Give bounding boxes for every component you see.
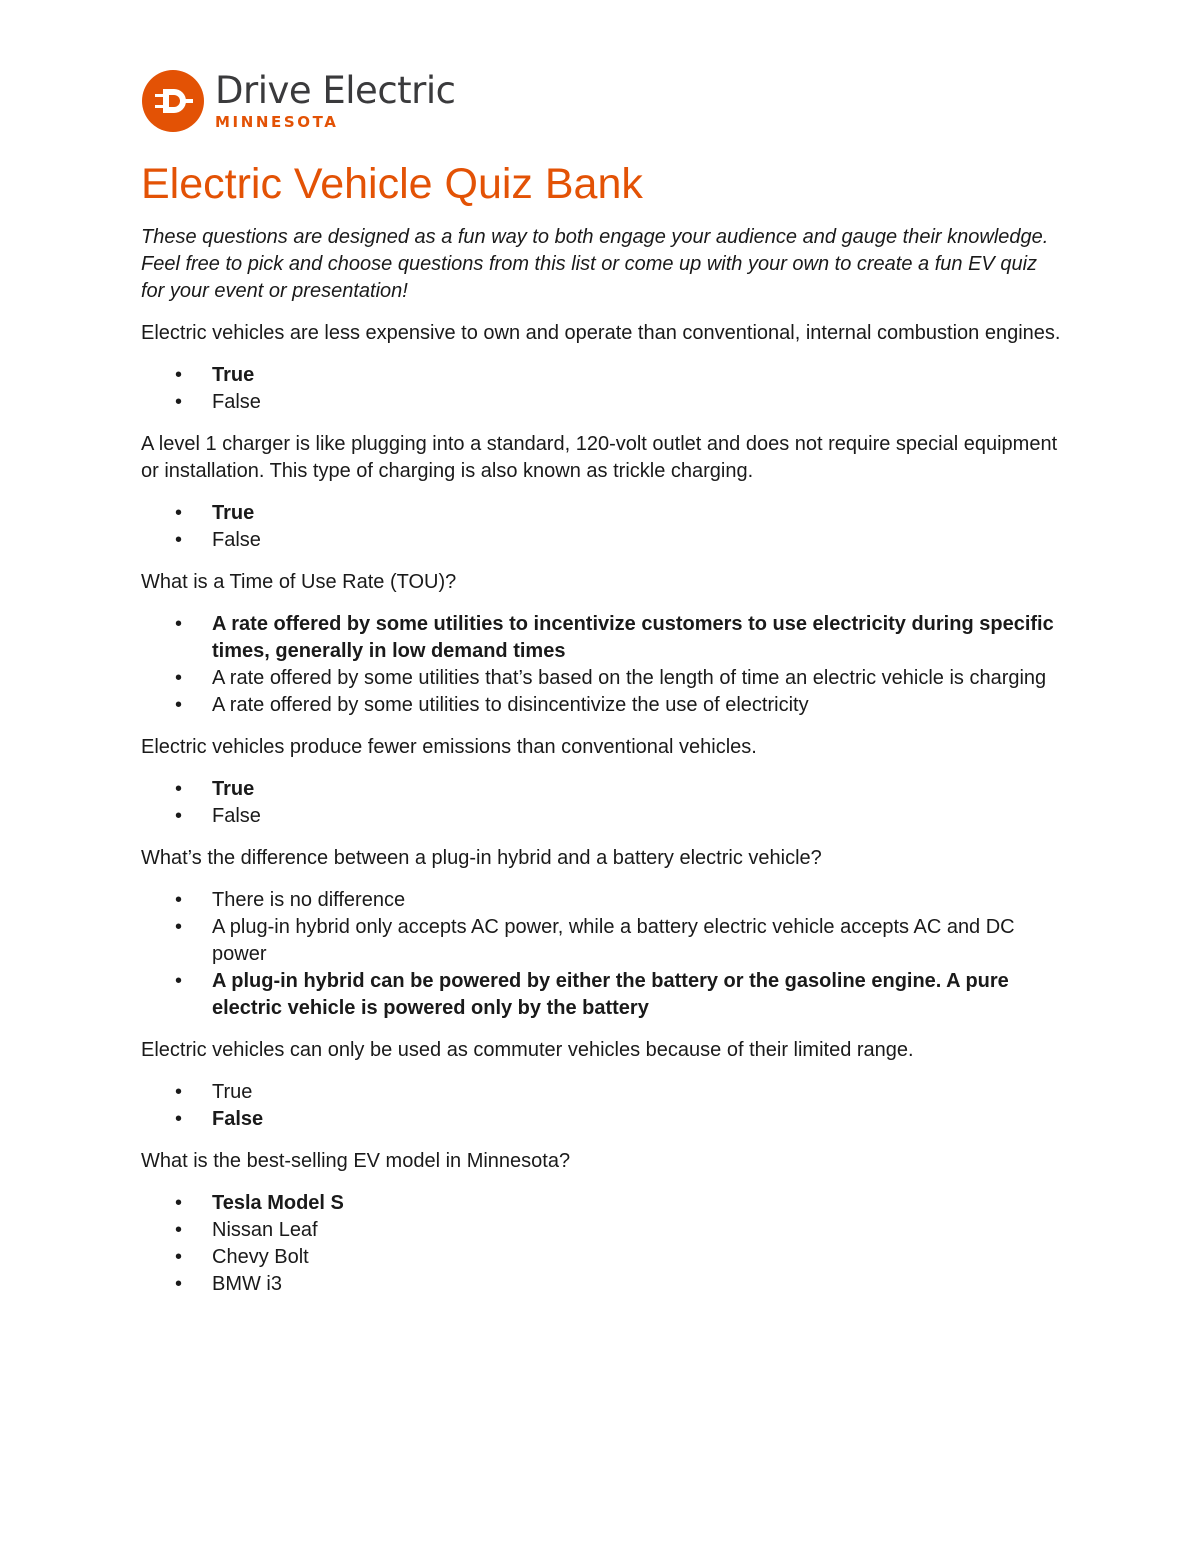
answer-item [141,887,1061,914]
bullet-icon: • [175,1108,183,1130]
answer-text: There is no difference [212,889,406,911]
answer-list [141,776,1061,830]
bullet-icon: • [175,1219,183,1241]
bullet-icon: • [175,391,183,413]
bullet-icon: • [175,1081,183,1103]
answer-list [141,362,1061,416]
drive-electric-logo [141,68,1061,134]
answer-item [141,1244,1061,1271]
answer-text: A plug-in hybrid can be powered by either the battery or the gasoline engine. A pure electric vehicle is powered only by the battery [212,970,1009,1019]
intro-paragraph: These questions are designed as a fun way to both engage your audience and gauge their knowledge. Feel free to pick and choose questions from this list or come up with your own to create a fun EV quiz for your event or presentation! [141,226,1049,302]
quiz-question: What is the best-selling EV model in Minnesota? [141,1150,571,1172]
answer-list [141,887,1061,1022]
quiz-question: A level 1 charger is like plugging into a standard, 120-volt outlet and does not require special equipment or installation. This type of charging is also known as trickle charging. [141,433,1058,482]
bullet-icon: • [175,694,183,716]
answer-item-correct [141,611,1061,665]
document-page [141,68,1061,1298]
answer-text: True [212,364,255,386]
answer-item [141,914,1061,968]
bullet-icon: • [175,364,183,386]
answer-item [141,665,1061,692]
answer-text: Tesla Model S [212,1192,344,1214]
answer-item-correct [141,776,1061,803]
bullet-icon: • [175,778,183,800]
bullet-icon: • [175,916,183,938]
bullet-icon: • [175,613,183,635]
answer-item [141,692,1061,719]
answer-item [141,803,1061,830]
answer-text: A rate offered by some utilities to disincentivize the use of electricity [212,694,809,716]
answer-item [141,389,1061,416]
answer-list [141,1190,1061,1298]
answer-item [141,527,1061,554]
answer-text: True [212,778,255,800]
bullet-icon: • [175,502,183,524]
answer-item-correct [141,968,1061,1022]
answer-item [141,1217,1061,1244]
bullet-icon: • [175,889,183,911]
quiz-question: Electric vehicles produce fewer emissions than conventional vehicles. [141,736,757,758]
bullet-icon: • [175,1273,183,1295]
answer-item-correct [141,1106,1061,1133]
logo-name: Drive Electric [215,69,456,112]
bullet-icon: • [175,970,183,992]
answer-list [141,500,1061,554]
quiz-question: What is a Time of Use Rate (TOU)? [141,571,457,593]
answer-item [141,1271,1061,1298]
answer-text: Nissan Leaf [212,1219,318,1241]
answer-text: BMW i3 [212,1273,282,1295]
plug-logo-icon [141,69,205,133]
bullet-icon: • [175,1246,183,1268]
quiz-question: Electric vehicles are less expensive to own and operate than conventional, internal combustion engines. [141,322,1061,344]
answer-text: True [212,1081,253,1103]
answer-text: A plug-in hybrid only accepts AC power, while a battery electric vehicle accepts AC and DC power [212,916,1015,965]
bullet-icon: • [175,805,183,827]
page-title: Electric Vehicle Quiz Bank [141,160,643,208]
answer-list [141,611,1061,719]
answer-text: True [212,502,255,524]
answer-text: A rate offered by some utilities to incentivize customers to use electricity during specific times, generally in low demand times [212,613,1054,662]
quiz-question: Electric vehicles can only be used as commuter vehicles because of their limited range. [141,1039,914,1061]
answer-text: False [212,529,261,551]
answer-text: A rate offered by some utilities that’s based on the length of time an electric vehicle is charging [212,667,1047,689]
quiz-list [141,320,1061,1298]
bullet-icon: • [175,1192,183,1214]
answer-item [141,1079,1061,1106]
logo-subtitle: MINNESOTA [215,113,339,131]
quiz-question: What’s the difference between a plug-in hybrid and a battery electric vehicle? [141,847,822,869]
bullet-icon: • [175,667,183,689]
answer-text: False [212,1108,264,1130]
answer-text: False [212,805,261,827]
answer-text: Chevy Bolt [212,1246,309,1268]
bullet-icon: • [175,529,183,551]
answer-item-correct [141,362,1061,389]
answer-list [141,1079,1061,1133]
answer-item-correct [141,500,1061,527]
answer-item-correct [141,1190,1061,1217]
answer-text: False [212,391,261,413]
